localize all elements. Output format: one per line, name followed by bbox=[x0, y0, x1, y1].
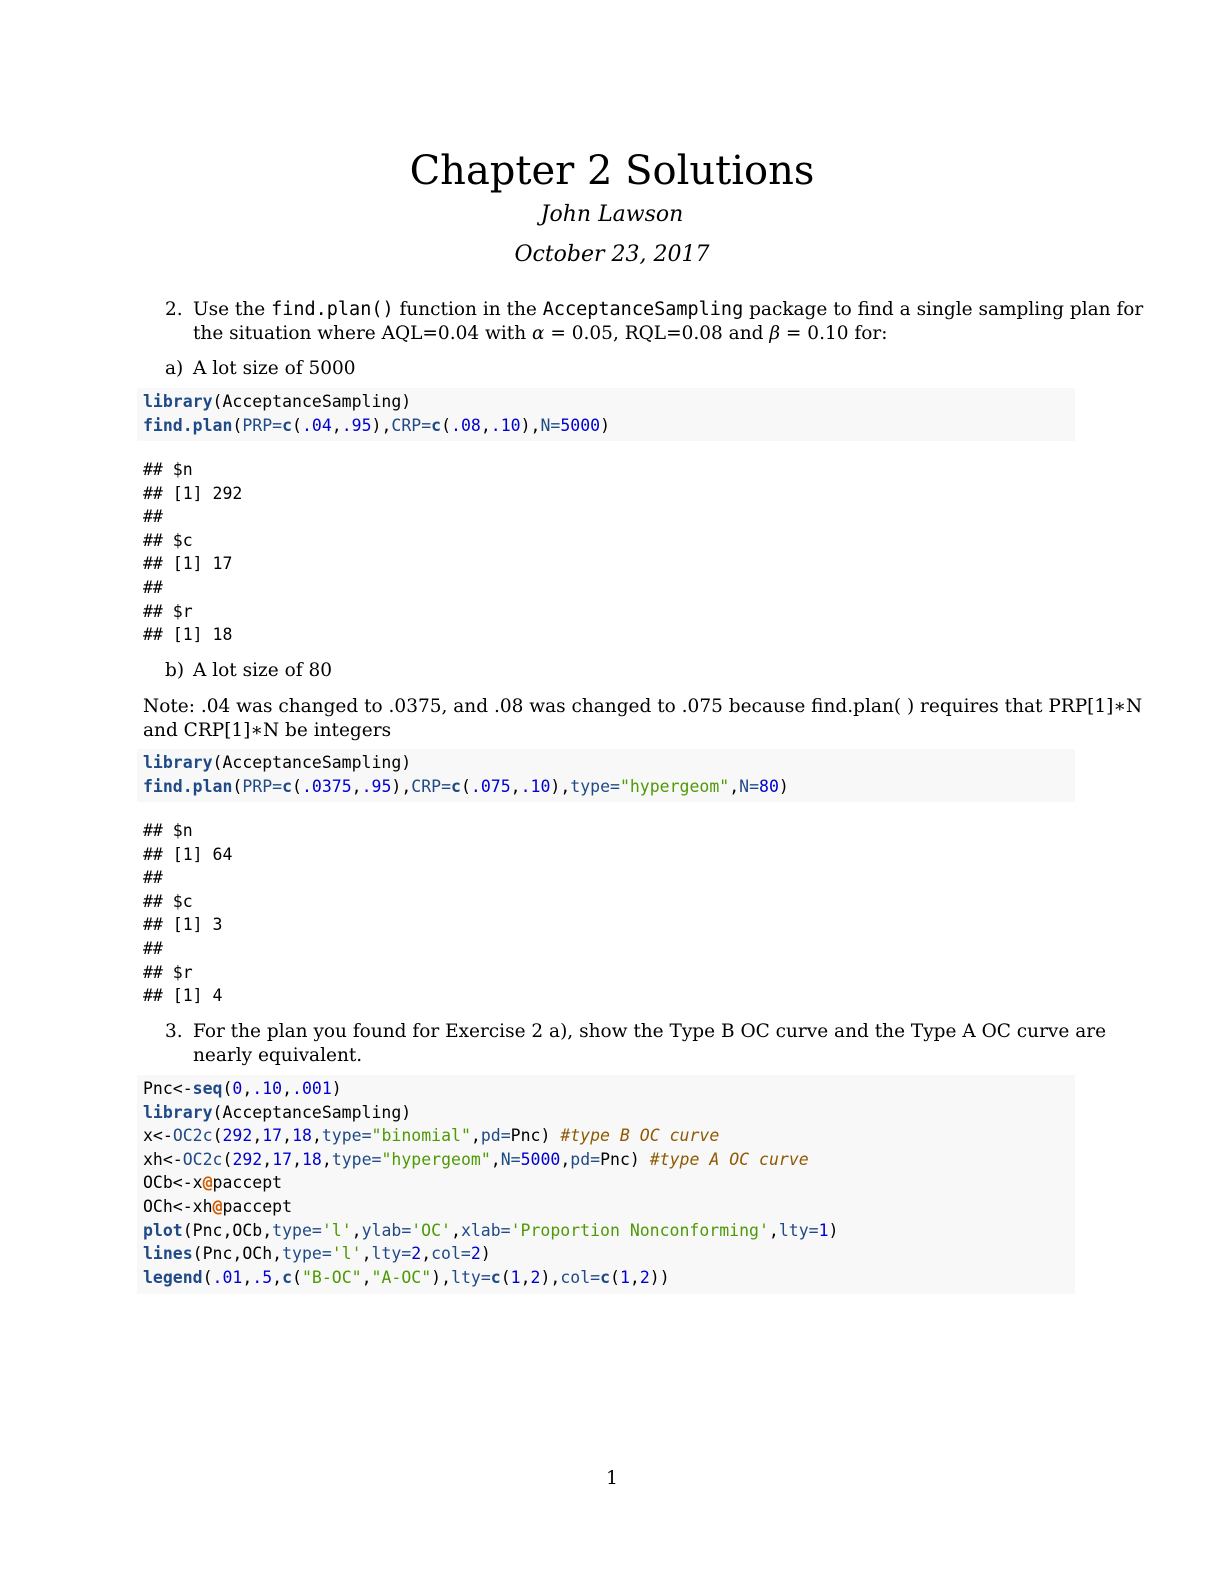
code-line: library(AcceptanceSampling) bbox=[143, 753, 412, 772]
q3-number: 3. bbox=[165, 1021, 183, 1042]
output-line: ## $r bbox=[143, 962, 193, 982]
code-line: Pnc<-seq(0,.10,.001) bbox=[143, 1079, 342, 1098]
code-block-b bbox=[137, 749, 1075, 802]
code-line: legend(.01,.5,c("B-OC","A-OC"),lty=c(1,2),col=c(1,2)) bbox=[143, 1267, 670, 1287]
q2-line-1: Use the find.plan() function in the AcceptanceSampling package to find a single sampling plan for bbox=[193, 299, 1144, 320]
output-line: ## bbox=[143, 868, 163, 888]
q2-line-2: the situation where AQL=0.04 with α = 0.05, RQL=0.08 and β = 0.10 for: bbox=[193, 323, 888, 344]
code-line: lines(Pnc,OCh,type='l',lty=2,col=2) bbox=[143, 1244, 491, 1264]
part-b-text: A lot size of 80 bbox=[193, 660, 333, 681]
note-line-1: Note: .04 was changed to .0375, and .08 was changed to .075 because find.plan( ) requires that PRP[1]∗N bbox=[143, 696, 1143, 717]
author: John Lawson bbox=[540, 202, 684, 227]
part-a-text: A lot size of 5000 bbox=[193, 358, 356, 379]
q3-line-2: nearly equivalent. bbox=[193, 1045, 363, 1066]
page-title: Chapter 2 Solutions bbox=[409, 148, 815, 194]
code-line: OCb<-x@paccept bbox=[143, 1173, 283, 1193]
code-line: xh<-OC2c(292,17,18,type="hypergeom",N=5000,pd=Pnc) #type A OC curve bbox=[143, 1149, 809, 1169]
part-a-label: a) bbox=[165, 358, 184, 379]
q3-line-1: For the plan you found for Exercise 2 a), show the Type B OC curve and the Type A OC curve are bbox=[193, 1021, 1107, 1042]
code-line: plot(Pnc,OCb,type='l',ylab='OC',xlab='Proportion Nonconforming',lty=1) bbox=[143, 1220, 839, 1240]
code-line: find.plan(PRP=c(.04,.95),CRP=c(.08,.10),N=5000) bbox=[143, 415, 611, 435]
code-line: x<-OC2c(292,17,18,type="binomial",pd=Pnc) #type B OC curve bbox=[143, 1126, 720, 1146]
code-line: library(AcceptanceSampling) bbox=[143, 392, 412, 411]
part-b-label: b) bbox=[165, 660, 185, 681]
inline-code-package: AcceptanceSampling bbox=[542, 299, 744, 320]
output-line: ## [1] 4 bbox=[143, 986, 223, 1006]
output-line: ## bbox=[143, 507, 163, 527]
note-line-2: and CRP[1]∗N be integers bbox=[143, 720, 392, 741]
output-block-b bbox=[143, 819, 232, 1008]
output-line: ## $c bbox=[143, 530, 193, 550]
output-line: ## $r bbox=[143, 601, 193, 621]
output-line: ## bbox=[143, 938, 163, 958]
output-line: ## [1] 17 bbox=[143, 554, 233, 574]
inline-code-find-plan: find.plan() bbox=[271, 299, 394, 320]
output-line: ## bbox=[143, 577, 163, 597]
output-line: ## [1] 64 bbox=[143, 844, 233, 864]
q2-number: 2. bbox=[165, 299, 183, 320]
output-line: ## $n bbox=[143, 460, 193, 479]
code-line: find.plan(PRP=c(.0375,.95),CRP=c(.075,.10),type="hypergeom",N=80) bbox=[143, 776, 789, 796]
output-line: ## $c bbox=[143, 891, 193, 911]
date: October 23, 2017 bbox=[514, 242, 710, 267]
output-line: ## [1] 292 bbox=[143, 483, 243, 503]
code-line: library(AcceptanceSampling) bbox=[143, 1102, 412, 1122]
code-line: OCh<-xh@paccept bbox=[143, 1196, 293, 1216]
page-number: 1 bbox=[606, 1468, 618, 1489]
output-line: ## $n bbox=[143, 821, 193, 840]
output-line: ## [1] 18 bbox=[143, 625, 233, 645]
output-line: ## [1] 3 bbox=[143, 915, 223, 935]
code-block-a bbox=[137, 388, 1075, 441]
code-block-c bbox=[137, 1075, 1075, 1294]
output-block-a bbox=[143, 458, 242, 647]
